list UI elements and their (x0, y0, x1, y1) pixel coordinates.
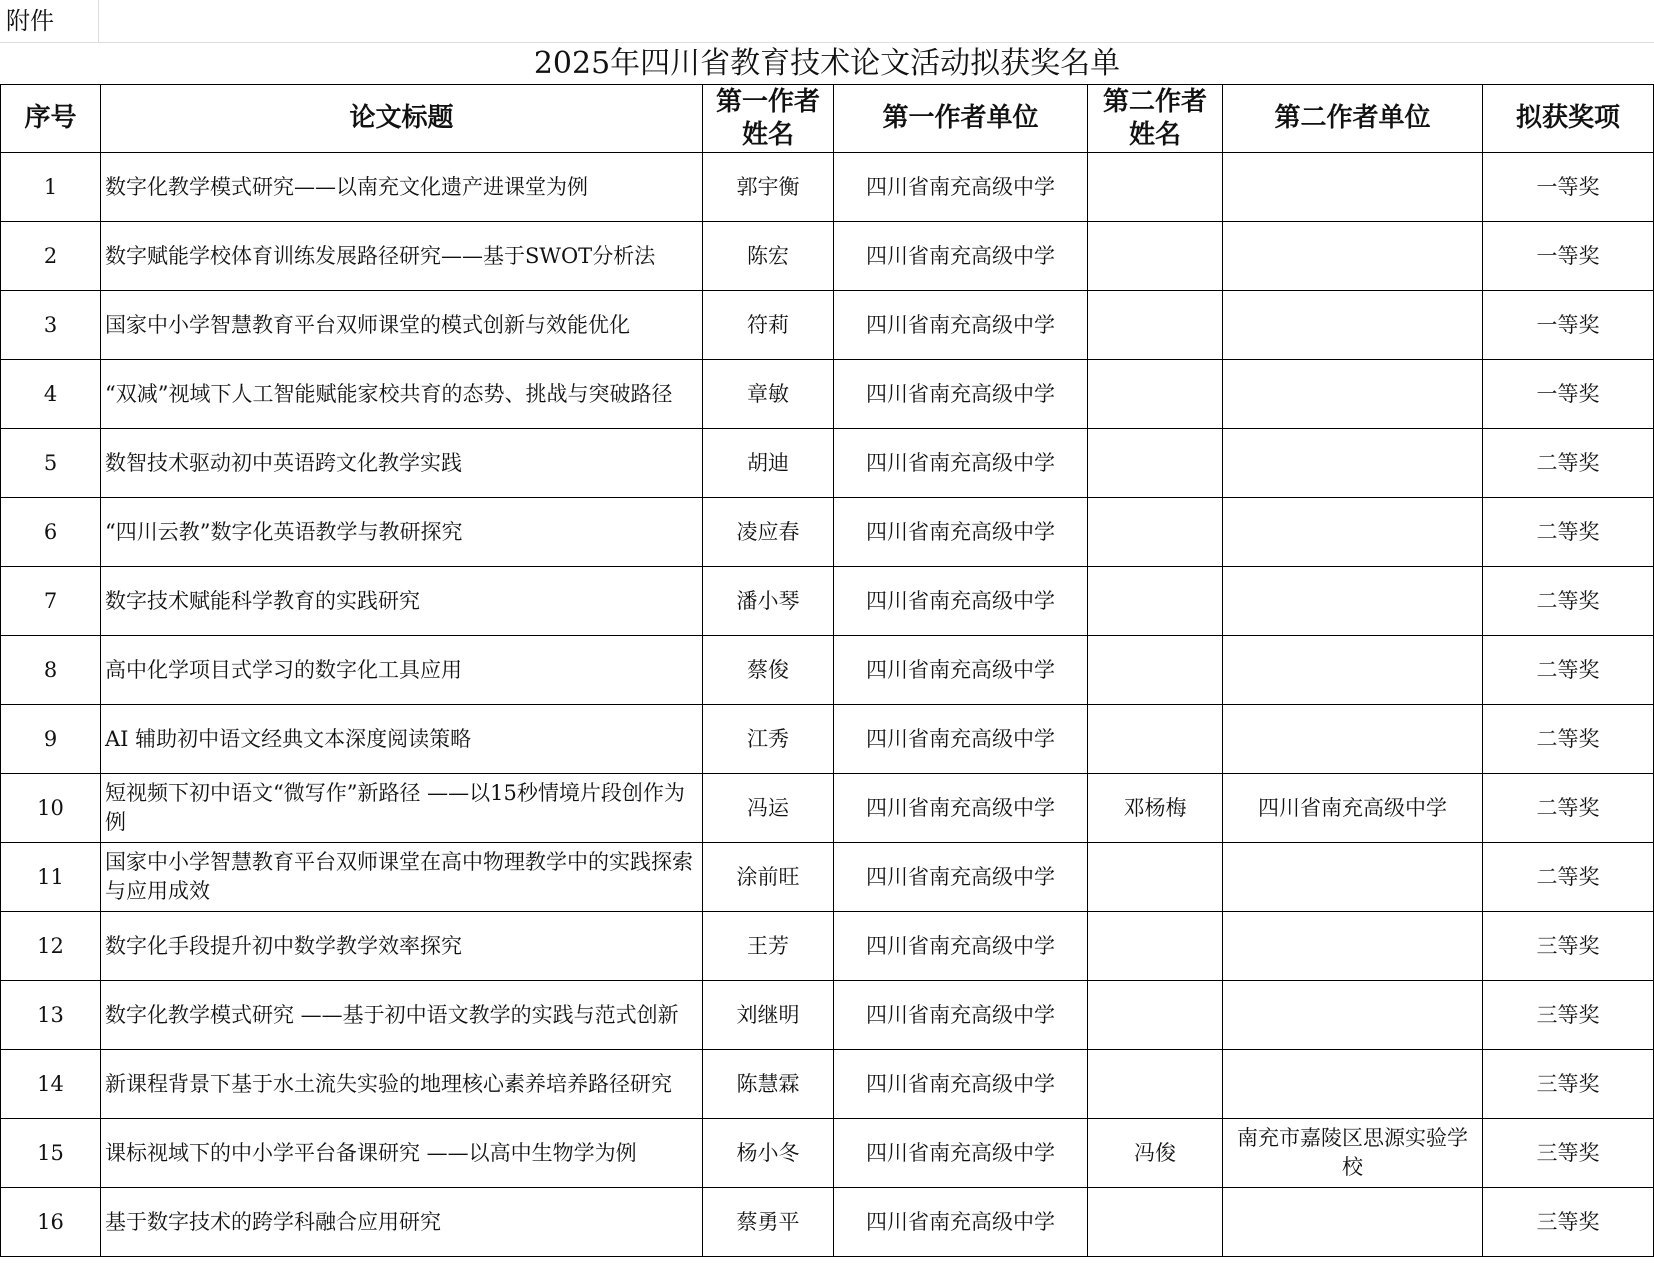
cell-prize: 二等奖 (1483, 705, 1654, 774)
cell-no: 12 (1, 912, 101, 981)
cell-prize: 一等奖 (1483, 222, 1654, 291)
cell-no: 11 (1, 843, 101, 912)
cell-prize: 三等奖 (1483, 1188, 1654, 1257)
cell-no: 4 (1, 360, 101, 429)
table-row (1, 1188, 1654, 1257)
table-row (1, 1119, 1654, 1188)
table-row (1, 843, 1654, 912)
cell-unit2 (1223, 291, 1483, 360)
cell-author2 (1088, 912, 1223, 981)
cell-unit2: 南充市嘉陵区思源实验学校 (1223, 1119, 1483, 1188)
table-row (1, 705, 1654, 774)
table-row (1, 498, 1654, 567)
cell-title: 课标视域下的中小学平台备课研究 ——以高中生物学为例 (101, 1119, 703, 1188)
cell-author1: 冯运 (703, 774, 834, 843)
cell-title: 高中化学项目式学习的数字化工具应用 (101, 636, 703, 705)
cell-prize: 二等奖 (1483, 843, 1654, 912)
cell-title: “四川云教”数字化英语教学与教研探究 (101, 498, 703, 567)
cell-prize: 一等奖 (1483, 291, 1654, 360)
cell-no: 15 (1, 1119, 101, 1188)
cell-unit2 (1223, 1188, 1483, 1257)
cell-unit1: 四川省南充高级中学 (834, 1050, 1088, 1119)
table-row (1, 360, 1654, 429)
header-author1: 第一作者姓名 (703, 85, 834, 153)
cell-unit1: 四川省南充高级中学 (834, 912, 1088, 981)
cell-prize: 二等奖 (1483, 429, 1654, 498)
cell-author1: 杨小冬 (703, 1119, 834, 1188)
cell-unit1: 四川省南充高级中学 (834, 222, 1088, 291)
header-unit1: 第一作者单位 (834, 85, 1088, 153)
cell-author1: 江秀 (703, 705, 834, 774)
cell-unit1: 四川省南充高级中学 (834, 1188, 1088, 1257)
cell-unit1: 四川省南充高级中学 (834, 291, 1088, 360)
attachment-row (0, 0, 1654, 43)
header-author2: 第二作者姓名 (1088, 85, 1223, 153)
attachment-label: 附件 (0, 0, 99, 42)
header-unit2: 第二作者单位 (1223, 85, 1483, 153)
cell-no: 6 (1, 498, 101, 567)
cell-unit2 (1223, 567, 1483, 636)
cell-no: 5 (1, 429, 101, 498)
cell-unit2 (1223, 360, 1483, 429)
cell-no: 16 (1, 1188, 101, 1257)
cell-prize: 二等奖 (1483, 567, 1654, 636)
cell-author2: 邓杨梅 (1088, 774, 1223, 843)
cell-prize: 三等奖 (1483, 981, 1654, 1050)
header-no: 序号 (1, 85, 101, 153)
cell-author1: 陈宏 (703, 222, 834, 291)
cell-author1: 蔡勇平 (703, 1188, 834, 1257)
table-row (1, 912, 1654, 981)
cell-title: 短视频下初中语文“微写作”新路径 ——以15秒情境片段创作为例 (101, 774, 703, 843)
cell-title: 国家中小学智慧教育平台双师课堂在高中物理教学中的实践探索与应用成效 (101, 843, 703, 912)
cell-unit1: 四川省南充高级中学 (834, 153, 1088, 222)
cell-no: 9 (1, 705, 101, 774)
cell-author2 (1088, 429, 1223, 498)
table-row (1, 1050, 1654, 1119)
cell-author2: 冯俊 (1088, 1119, 1223, 1188)
cell-unit1: 四川省南充高级中学 (834, 705, 1088, 774)
award-table (0, 84, 1654, 1257)
cell-unit2 (1223, 843, 1483, 912)
cell-author1: 陈慧霖 (703, 1050, 834, 1119)
cell-prize: 三等奖 (1483, 1119, 1654, 1188)
page-title: 2025年四川省教育技术论文活动拟获奖名单 (533, 46, 1121, 81)
header-title: 论文标题 (101, 85, 703, 153)
cell-author1: 潘小琴 (703, 567, 834, 636)
cell-title: 国家中小学智慧教育平台双师课堂的模式创新与效能优化 (101, 291, 703, 360)
cell-author2 (1088, 153, 1223, 222)
cell-no: 7 (1, 567, 101, 636)
cell-author2 (1088, 222, 1223, 291)
table-header-row (1, 85, 1654, 153)
cell-title: 数字化教学模式研究——以南充文化遗产进课堂为例 (101, 153, 703, 222)
cell-unit2 (1223, 636, 1483, 705)
cell-author2 (1088, 1050, 1223, 1119)
cell-unit1: 四川省南充高级中学 (834, 429, 1088, 498)
cell-author1: 郭宇衡 (703, 153, 834, 222)
cell-unit1: 四川省南充高级中学 (834, 1119, 1088, 1188)
table-row (1, 153, 1654, 222)
cell-author2 (1088, 705, 1223, 774)
cell-title: 数字赋能学校体育训练发展路径研究——基于SWOT分析法 (101, 222, 703, 291)
cell-no: 2 (1, 222, 101, 291)
cell-author1: 凌应春 (703, 498, 834, 567)
cell-unit1: 四川省南充高级中学 (834, 567, 1088, 636)
cell-unit2 (1223, 498, 1483, 567)
cell-title: 数字化教学模式研究 ——基于初中语文教学的实践与范式创新 (101, 981, 703, 1050)
cell-prize: 一等奖 (1483, 153, 1654, 222)
cell-unit1: 四川省南充高级中学 (834, 636, 1088, 705)
cell-prize: 二等奖 (1483, 774, 1654, 843)
cell-prize: 三等奖 (1483, 912, 1654, 981)
cell-author2 (1088, 1188, 1223, 1257)
table-row (1, 429, 1654, 498)
cell-author2 (1088, 636, 1223, 705)
cell-author1: 章敏 (703, 360, 834, 429)
cell-unit2 (1223, 705, 1483, 774)
cell-unit2 (1223, 912, 1483, 981)
cell-unit2: 四川省南充高级中学 (1223, 774, 1483, 843)
cell-no: 1 (1, 153, 101, 222)
table-row (1, 222, 1654, 291)
cell-author1: 符莉 (703, 291, 834, 360)
cell-author1: 刘继明 (703, 981, 834, 1050)
cell-unit2 (1223, 1050, 1483, 1119)
cell-author1: 胡迪 (703, 429, 834, 498)
cell-title: 新课程背景下基于水土流失实验的地理核心素养培养路径研究 (101, 1050, 703, 1119)
cell-no: 13 (1, 981, 101, 1050)
cell-unit2 (1223, 981, 1483, 1050)
cell-unit2 (1223, 222, 1483, 291)
header-prize: 拟获奖项 (1483, 85, 1654, 153)
table-row (1, 981, 1654, 1050)
cell-author1: 王芳 (703, 912, 834, 981)
cell-unit2 (1223, 153, 1483, 222)
cell-unit1: 四川省南充高级中学 (834, 498, 1088, 567)
cell-unit1: 四川省南充高级中学 (834, 774, 1088, 843)
cell-author2 (1088, 843, 1223, 912)
cell-unit2 (1223, 429, 1483, 498)
table-row (1, 774, 1654, 843)
cell-author1: 涂前旺 (703, 843, 834, 912)
cell-no: 3 (1, 291, 101, 360)
cell-author2 (1088, 981, 1223, 1050)
cell-author2 (1088, 360, 1223, 429)
cell-title: 数字技术赋能科学教育的实践研究 (101, 567, 703, 636)
cell-prize: 二等奖 (1483, 498, 1654, 567)
table-row (1, 291, 1654, 360)
cell-author1: 蔡俊 (703, 636, 834, 705)
table-row (1, 636, 1654, 705)
cell-no: 14 (1, 1050, 101, 1119)
cell-title: 数智技术驱动初中英语跨文化教学实践 (101, 429, 703, 498)
cell-no: 8 (1, 636, 101, 705)
cell-unit1: 四川省南充高级中学 (834, 981, 1088, 1050)
cell-title: “双减”视域下人工智能赋能家校共育的态势、挑战与突破路径 (101, 360, 703, 429)
cell-author2 (1088, 291, 1223, 360)
cell-prize: 二等奖 (1483, 636, 1654, 705)
cell-prize: 一等奖 (1483, 360, 1654, 429)
cell-title: 数字化手段提升初中数学教学效率探究 (101, 912, 703, 981)
cell-unit1: 四川省南充高级中学 (834, 843, 1088, 912)
cell-prize: 三等奖 (1483, 1050, 1654, 1119)
cell-author2 (1088, 567, 1223, 636)
cell-title: AI 辅助初中语文经典文本深度阅读策略 (101, 705, 703, 774)
cell-no: 10 (1, 774, 101, 843)
cell-title: 基于数字技术的跨学科融合应用研究 (101, 1188, 703, 1257)
table-row (1, 567, 1654, 636)
cell-unit1: 四川省南充高级中学 (834, 360, 1088, 429)
cell-author2 (1088, 498, 1223, 567)
